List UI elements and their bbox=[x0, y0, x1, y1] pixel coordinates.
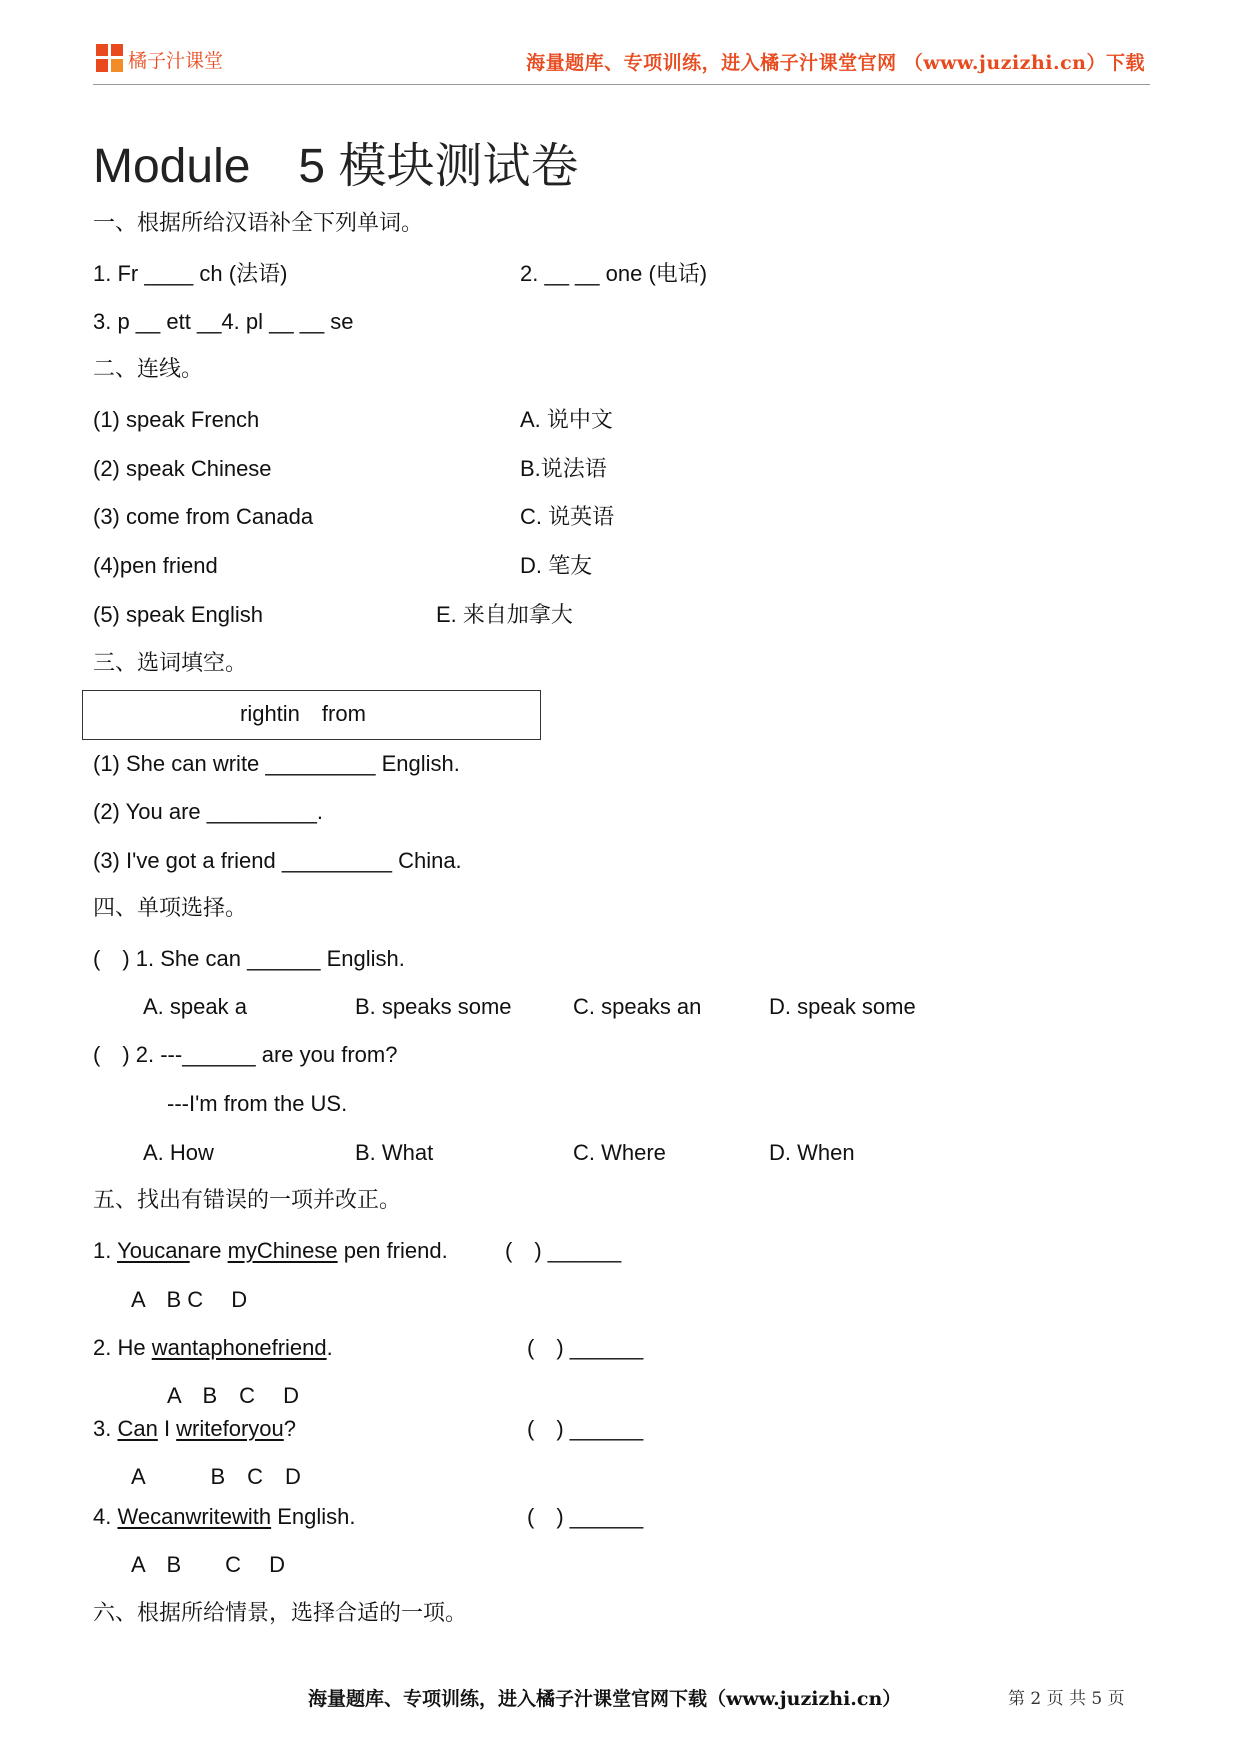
s5-q1-part-a: Youcan bbox=[117, 1238, 190, 1263]
s1-question-1: 1. Fr ____ ch (法语) bbox=[93, 261, 288, 286]
s1-question-3: 3. p __ ett __4. pl __ __ se bbox=[93, 309, 354, 334]
header-promo-link[interactable]: 海量题库、专项训练，进入橘子汁课堂官网 （www.juzizhi.cn）下载 bbox=[526, 52, 1145, 74]
s5-q1-part-b: are bbox=[189, 1238, 228, 1263]
s5-q1-part-c: myChinese bbox=[227, 1238, 338, 1263]
s5-question-2 bbox=[93, 1334, 333, 1362]
match-right-e: E. 来自加拿大 bbox=[436, 602, 573, 627]
s4-question-2: ( ) 2. ---______ are you from? bbox=[93, 1042, 398, 1067]
page-title: Module 5 模块测试卷 bbox=[93, 140, 579, 193]
s5-q2-letters: A B C D bbox=[167, 1383, 300, 1408]
s5-q4-part-a: Wecanwritewith bbox=[117, 1504, 272, 1529]
s4-q1-option-d: D. speak some bbox=[769, 994, 916, 1019]
s5-q3-answer-blank: ( ) ______ bbox=[527, 1416, 644, 1441]
s5-q3-part-b: I bbox=[157, 1416, 177, 1441]
s4-q2-option-a: A. How bbox=[143, 1140, 214, 1165]
s4-q2-option-d: D. When bbox=[769, 1140, 855, 1165]
match-right-b: B.说法语 bbox=[520, 456, 607, 481]
section2-heading: 二、连线。 bbox=[93, 357, 204, 382]
match-left-2: (2) speak Chinese bbox=[93, 456, 272, 481]
s5-q1-part-d: pen friend. bbox=[337, 1238, 448, 1263]
footer-promo-link[interactable]: 海量题库、专项训练，进入橘子汁课堂官网下载（www.juzizhi.cn） bbox=[308, 1688, 902, 1710]
s5-q3-part-c: writeforyou bbox=[176, 1416, 284, 1441]
match-left-3: (3) come from Canada bbox=[93, 504, 314, 529]
logo-text: 橘子汁课堂 bbox=[128, 50, 224, 72]
s4-q1-option-c: C. speaks an bbox=[573, 994, 702, 1019]
s5-q1-letters: A B C D bbox=[131, 1287, 248, 1312]
s4-q2-reply: ---I'm from the US. bbox=[167, 1091, 348, 1116]
s4-q2-option-c: C. Where bbox=[573, 1140, 666, 1165]
section4-heading: 四、单项选择。 bbox=[93, 896, 248, 921]
section5-heading: 五、找出有错误的一项并改正。 bbox=[93, 1188, 402, 1213]
s5-question-1 bbox=[93, 1237, 448, 1265]
s5-q3-letters: A B C D bbox=[131, 1464, 301, 1489]
match-right-a: A. 说中文 bbox=[520, 407, 613, 432]
s3-question-1: (1) She can write _________ English. bbox=[93, 751, 460, 776]
s5-question-4 bbox=[93, 1503, 356, 1531]
match-left-4: (4)pen friend bbox=[93, 553, 218, 578]
s3-question-2: (2) You are _________. bbox=[93, 799, 323, 824]
s5-q2-answer-blank: ( ) ______ bbox=[527, 1335, 644, 1360]
header-divider bbox=[93, 84, 1150, 85]
s5-q3-part-a: Can bbox=[117, 1416, 158, 1441]
word-bank-words: rightin from bbox=[240, 701, 366, 726]
match-left-1: (1) speak French bbox=[93, 407, 260, 432]
s4-q2-option-b: B. What bbox=[355, 1140, 434, 1165]
s4-question-1: ( ) 1. She can ______ English. bbox=[93, 946, 405, 971]
s5-q3-part-d: ? bbox=[283, 1416, 297, 1441]
match-right-c: C. 说英语 bbox=[520, 504, 615, 529]
s5-q4-part-b: English. bbox=[271, 1504, 356, 1529]
s4-q1-option-a: A. speak a bbox=[143, 994, 247, 1019]
s5-q2-number: 2. He bbox=[93, 1335, 152, 1360]
match-left-5: (5) speak English bbox=[93, 602, 263, 627]
s5-q2-part-a: wantaphonefriend bbox=[151, 1335, 327, 1360]
logo-icon bbox=[96, 44, 124, 74]
s1-question-2: 2. __ __ one (电话) bbox=[520, 261, 708, 286]
s5-q4-letters: A B C D bbox=[131, 1552, 286, 1577]
s5-q1-answer-blank: ( ) ______ bbox=[505, 1238, 622, 1263]
s5-q2-part-b: . bbox=[326, 1335, 333, 1360]
s5-q4-number: 4. bbox=[93, 1504, 118, 1529]
section3-heading: 三、选词填空。 bbox=[93, 651, 248, 676]
match-right-d: D. 笔友 bbox=[520, 553, 593, 578]
section6-heading: 六、根据所给情景，选择合适的一项。 bbox=[93, 1601, 468, 1626]
s5-q4-answer-blank: ( ) ______ bbox=[527, 1504, 644, 1529]
section1-heading: 一、根据所给汉语补全下列单词。 bbox=[93, 211, 424, 236]
s4-q1-option-b: B. speaks some bbox=[355, 994, 512, 1019]
s5-question-3 bbox=[93, 1415, 296, 1443]
s5-q1-number: 1. bbox=[93, 1238, 118, 1263]
page-number: 第 2 页 共 5 页 bbox=[1008, 1689, 1125, 1709]
s5-q3-number: 3. bbox=[93, 1416, 118, 1441]
s3-question-3: (3) I've got a friend _________ China. bbox=[93, 848, 462, 873]
